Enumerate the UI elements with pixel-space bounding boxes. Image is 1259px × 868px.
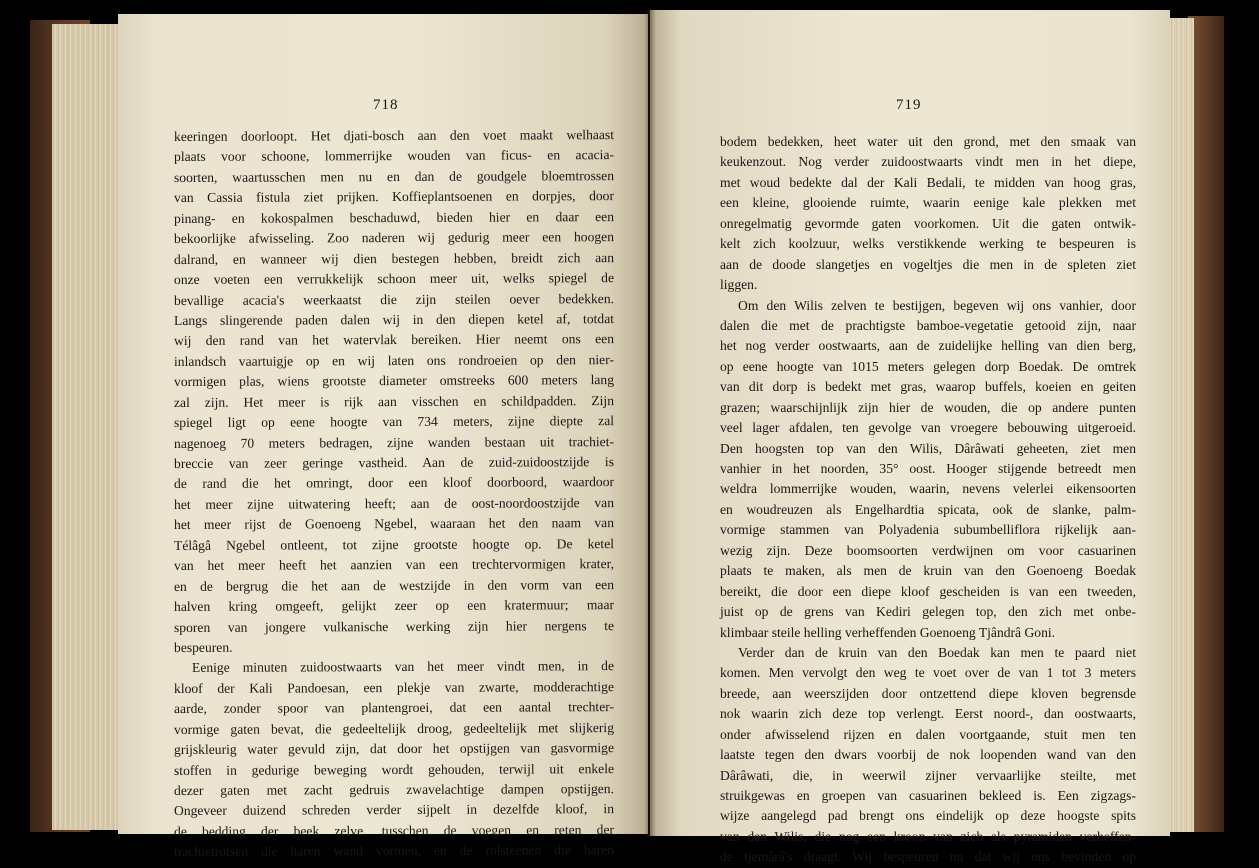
text-line: Télâgâ Ngebel ontleent, tot zijne grootste hoogte op. De ketel (173, 535, 615, 553)
text-line: wezig zijn. Deze boomsoorten verdwijnen om voor casuarinen (720, 542, 1136, 558)
text-line: en de bergrug die het aan de westzijde in den vorm van een (173, 576, 615, 594)
text-line: vormigen plas, wiens grootste diameter omstreeks 600 meters lang (173, 372, 615, 390)
text-line: struikgewas en groepen van casuarinen bekleed is. Een zigzags- (720, 788, 1136, 803)
text-line: halven kring omgeeft, gelijkt zeer op een kratermuur; maar (173, 597, 615, 615)
text-line: soorten, waartusschen men nu en dan de goudgele bloemtrossen (173, 167, 615, 185)
text-line: stoffen in gedurige beweging wordt gehouden, terwijl uit enkele (173, 760, 615, 778)
page-number: 719 (896, 97, 922, 113)
text-line: keukenzout. Nog verder zuidoostwaarts vindt men in het diepe, (720, 154, 1136, 170)
text-line: Ongeveer duizend schreden verder sijpelt in dezelfde kloof, in (173, 801, 615, 819)
book-gutter (644, 10, 656, 836)
text-block (720, 132, 1136, 868)
text-line: nagenoeg 70 meters bedragen, zijne wanden bestaan uit trachiet- (173, 433, 615, 451)
text-line: Eenige minuten zuidoostwaarts van het meer vindt men, in de (191, 658, 615, 676)
text-line: breccie van zeer geringe vastheid. Aan de zuid-zuidoostzijde is (173, 454, 615, 471)
text-line: van Cassia fistula ziet prijken. Koffieplantsoenen en dorpjes, door (173, 188, 615, 206)
text-line: pinang- en kokospalmen beschaduwd, bieden hier en daar een (173, 208, 615, 226)
text-line: van dit dorp is bedekt met gras, waarop buffels, koeien en geiten (720, 379, 1136, 395)
page-edges-left (52, 24, 126, 830)
text-line: grijskleurig water gevuld zijn, dat door het opstijgen van gasvormige (173, 740, 615, 758)
text-line: aarde, zonder spoor van plantengroei, dat een aantal trechter- (173, 699, 615, 717)
text-line: plaats te maken, als men de kruin van den Goenoeng Boedak (720, 563, 1136, 579)
text-line: het nog verder oostwaarts, aan de zuidelijke helling van dien berg, (720, 338, 1136, 354)
text-line: veel lager afdalen, ten gevolge van vroegere bebouwing uitgeroeid. (720, 420, 1136, 436)
text-line: kelt zich koolzuur, welks verstikkende werking te bespeuren is (720, 236, 1136, 252)
text-line: liggen. (720, 277, 758, 293)
text-line: Den hoogsten top van den Wilis, Dârâwati geheeten, ziet men (720, 440, 1136, 456)
text-line: bekoorlijke afwisseling. Zoo naderen wij gedurig meer een hoogen (173, 229, 615, 247)
text-line: de tjemârâ's draagt. Wij bespeuren nu dat wij ons bevinden op (720, 849, 1136, 865)
text-line: sporen van jongere vulkanische werking zijn hier nergens te (173, 617, 615, 635)
text-line: wijze aangelegd pad brengt ons eindelijk op deze hoogste spits (720, 808, 1136, 824)
text-line: plaats voor schoone, lommerrijke wouden van ficus- en acacia- (173, 147, 615, 165)
text-line: weldra lommerrijke wouden, waarin, nevens velerlei eikensoorten (720, 481, 1136, 497)
text-line: de bedding der beek zelve, tusschen de voegen en reten der (173, 821, 615, 839)
text-line: Verder dan de kruin van den Boedak kan men te paard niet (738, 644, 1136, 660)
text-line: grazen; waarschijnlijk zijn hier de wouden, die op andere punten (720, 399, 1136, 415)
text-line: het meer zijne uitwatering heeft; aan de oost-noordoostzijde van (173, 494, 615, 512)
text-line: breede, aan weerszijden door ontzettend diepe kloven begrensde (720, 685, 1136, 701)
text-line: het meer rijst de Goenoeng Ngebel, waaraan het den naam van (173, 515, 615, 533)
text-line: met woud bedekte dal der Kali Bedali, te midden van hoog gras, (720, 174, 1136, 190)
text-line: op eene hoogte van 1015 meters gelegen dorp Boedak. De omtrek (720, 358, 1136, 374)
text-line: onregelmatig gevormde gaten voorkomen. Uit die gaten ontwik- (720, 215, 1136, 231)
text-line: de rand die het omringt, door een kloof doorboord, waardoor (173, 474, 615, 492)
text-block (174, 127, 614, 863)
text-line: onze voeten een verrukkelijk schoon meer uit, welks spiegel de (173, 270, 615, 288)
text-line: Om den Wilis zelven te bestijgen, begeven wij ons vanhier, door (738, 297, 1136, 313)
text-line: inlandsch vaartuigje op en wij laten ons rondroeien op den nier- (173, 351, 615, 369)
text-line: nok waarin zich deze top verlengt. Eerst noord-, dan oostwaarts, (720, 706, 1136, 722)
text-line: juist op de grens van Kediri gelegen top, den zich met onbe- (720, 604, 1136, 620)
text-line: aan de doode slangetjes en vogeltjes die men in de spleten ziet (720, 256, 1136, 272)
text-line: onder afwisselend rijzen en dalen voortgaande, stuit men ten (720, 726, 1136, 742)
text-line: keeringen doorloopt. Het djati-bosch aan den voet maakt welhaast (173, 127, 615, 144)
text-line: komen. Men vervolgt den weg te voet over de van 1 tot 3 meters (720, 665, 1136, 681)
left-page (118, 14, 648, 860)
text-line: vormige gaten bevat, die gedeeltelijk droog, gedeeltelijk met slijkerig (173, 719, 615, 737)
text-line: dalrand, en wanneer wij dien bestegen hebben, breidt zich aan (173, 249, 615, 267)
text-line: vormige stammen van Polyadenia subumbelliflora rijkelijk aan- (720, 522, 1136, 538)
text-line: Langs slingerende paden dalen wij in den diepen ketel af, totdat (173, 311, 615, 328)
right-page (650, 10, 1170, 865)
text-line: dalen die met de prachtigste bamboe-vegetatie getooid zijn, naar (720, 317, 1136, 333)
text-line: vanhier in het noorden, 35° oost. Hooger stijgende betreedt men (720, 461, 1136, 476)
text-line: wij den rand van het watervlak bereiken. Hier neemt ons een (173, 331, 615, 349)
text-line: laatste tegen den dwars voorbij de nok loopenden wand van den (720, 747, 1136, 763)
text-line: van den Wilis, die nog een kroon van zich als pyramiden verheffen- (720, 828, 1136, 844)
text-line: spiegel ligt op eene hoogte van 734 meters, zijne diepte zal (173, 413, 615, 431)
text-line: kloof der Kali Pandoesan, een plekje van zwarte, modderachtige (173, 678, 615, 696)
text-line: klimbaar steile helling verheffenden Goenoeng Tjândrâ Goni. (720, 624, 1056, 640)
text-line: bespeuren. (173, 639, 233, 655)
page-number: 718 (373, 97, 399, 113)
text-line: bereikt, die door een diepe kloof gescheiden is van een tweeden, (720, 583, 1136, 599)
text-line: Dârâwati, die, in weerwil zijner vervaarlijke steilte, met (720, 767, 1136, 783)
text-line: dezer gaten met zacht gedruis zwavelachtige dampen opstijgen. (173, 781, 615, 798)
text-line: en woudreuzen als Engelhardtia spicata, ook de slanke, palm- (720, 501, 1136, 517)
text-line: een kleine, glooiende ruimte, waarin eenige kale plekken met (720, 195, 1136, 211)
text-line: bevallige acacia's weerkaatst die zijn steilen oever bedekken. (173, 290, 615, 308)
text-line: bodem bedekken, heet water uit den grond, met den smaak van (720, 134, 1136, 149)
text-line: zal zijn. Het meer is rijk aan visschen en schildpadden. Zijn (173, 392, 615, 410)
text-line: trachietrotsen die haren wand vormen, en de rolsteenen die haren (173, 842, 615, 860)
text-line: van het meer heeft het aanzien van een trechtervormigen krater, (173, 556, 615, 574)
